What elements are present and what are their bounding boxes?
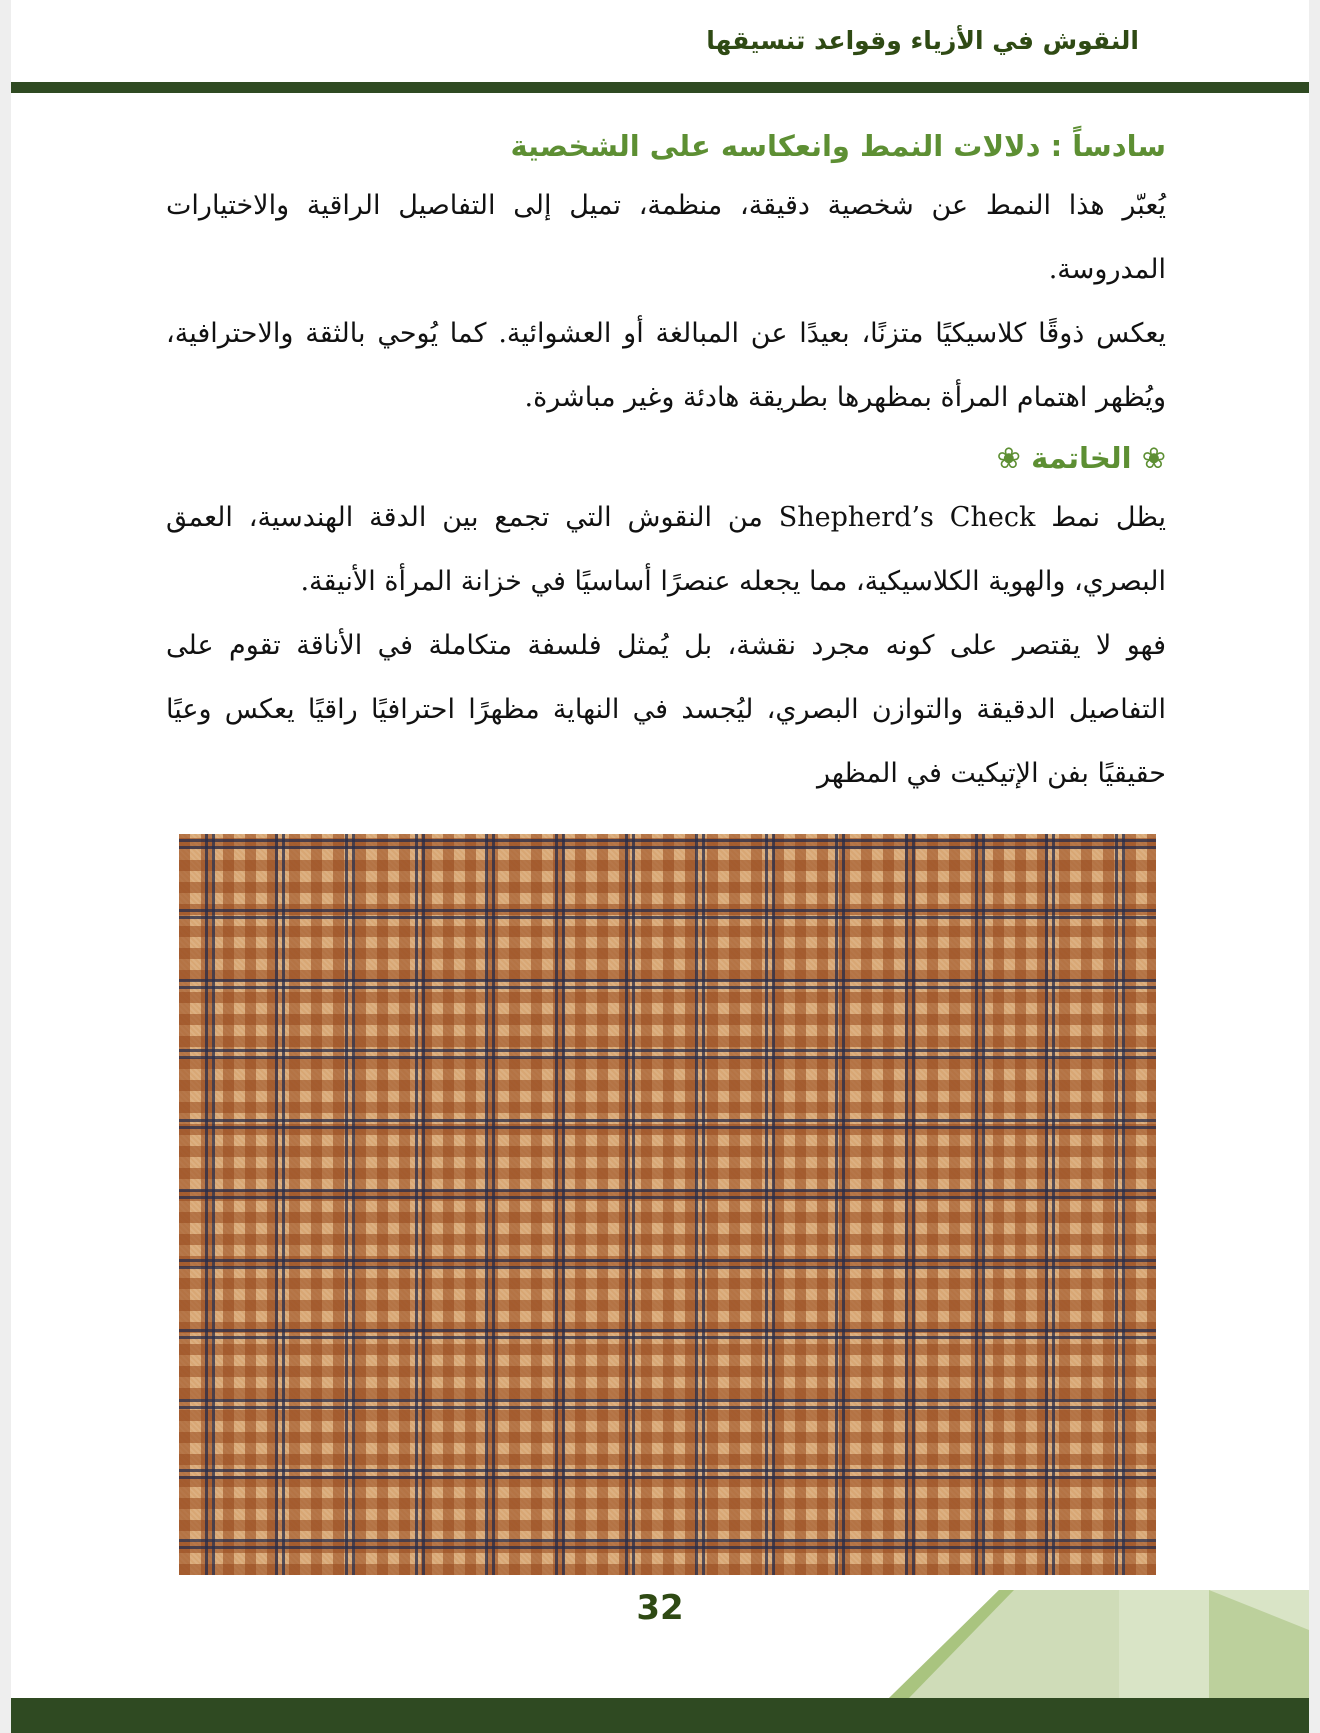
conclusion-heading: ❀ الخاتمة ❀ [996, 441, 1166, 475]
plaid-fabric-image [179, 834, 1156, 1575]
corner-decoration [889, 1590, 1309, 1698]
header-rule [11, 82, 1309, 93]
section-paragraph-1: يُعبّر هذا النمط عن شخصية دقيقة، منظمة، تميل إلى التفاصيل الراقية والاختيارات المدروسة. [166, 190, 1166, 285]
conclusion-paragraph-2: فهو لا يقتصر على كونه مجرد نقشة، بل يُمثل فلسفة متكاملة في الأناقة تقوم على التفاصيل الدقيقة والتوازن البصري، ليُجسد في النهاية مظهرًا احترافيًا راقيًا يعكس وعيًا حقيقيًا بفن الإتيكيت في المظهر [166, 630, 1166, 789]
page-number: 32 [636, 1588, 684, 1628]
running-header: النقوش في الأزياء وقواعد تنسيقها [706, 26, 1139, 55]
conclusion-paragraph-1: يظل نمط Shepherd’s Check من النقوش التي تجمع بين الدقة الهندسية، العمق البصري، والهوية الكلاسيكية، مما يجعله عنصرًا أساسيًا في خزانة المرأة الأنيقة. [166, 502, 1166, 597]
section-heading: سادساً : دلالات النمط وانعكاسه على الشخصية [510, 129, 1166, 163]
content-body [166, 118, 1166, 806]
document-page [11, 0, 1309, 1733]
section-paragraph-2: يعكس ذوقًا كلاسيكيًا متزنًا، بعيدًا عن المبالغة أو العشوائية. كما يُوحي بالثقة والاحترافية، ويُظهر اهتمام المرأة بمظهرها بطريقة هادئة وغير مباشرة. [166, 318, 1166, 413]
footer-rule [11, 1698, 1309, 1733]
